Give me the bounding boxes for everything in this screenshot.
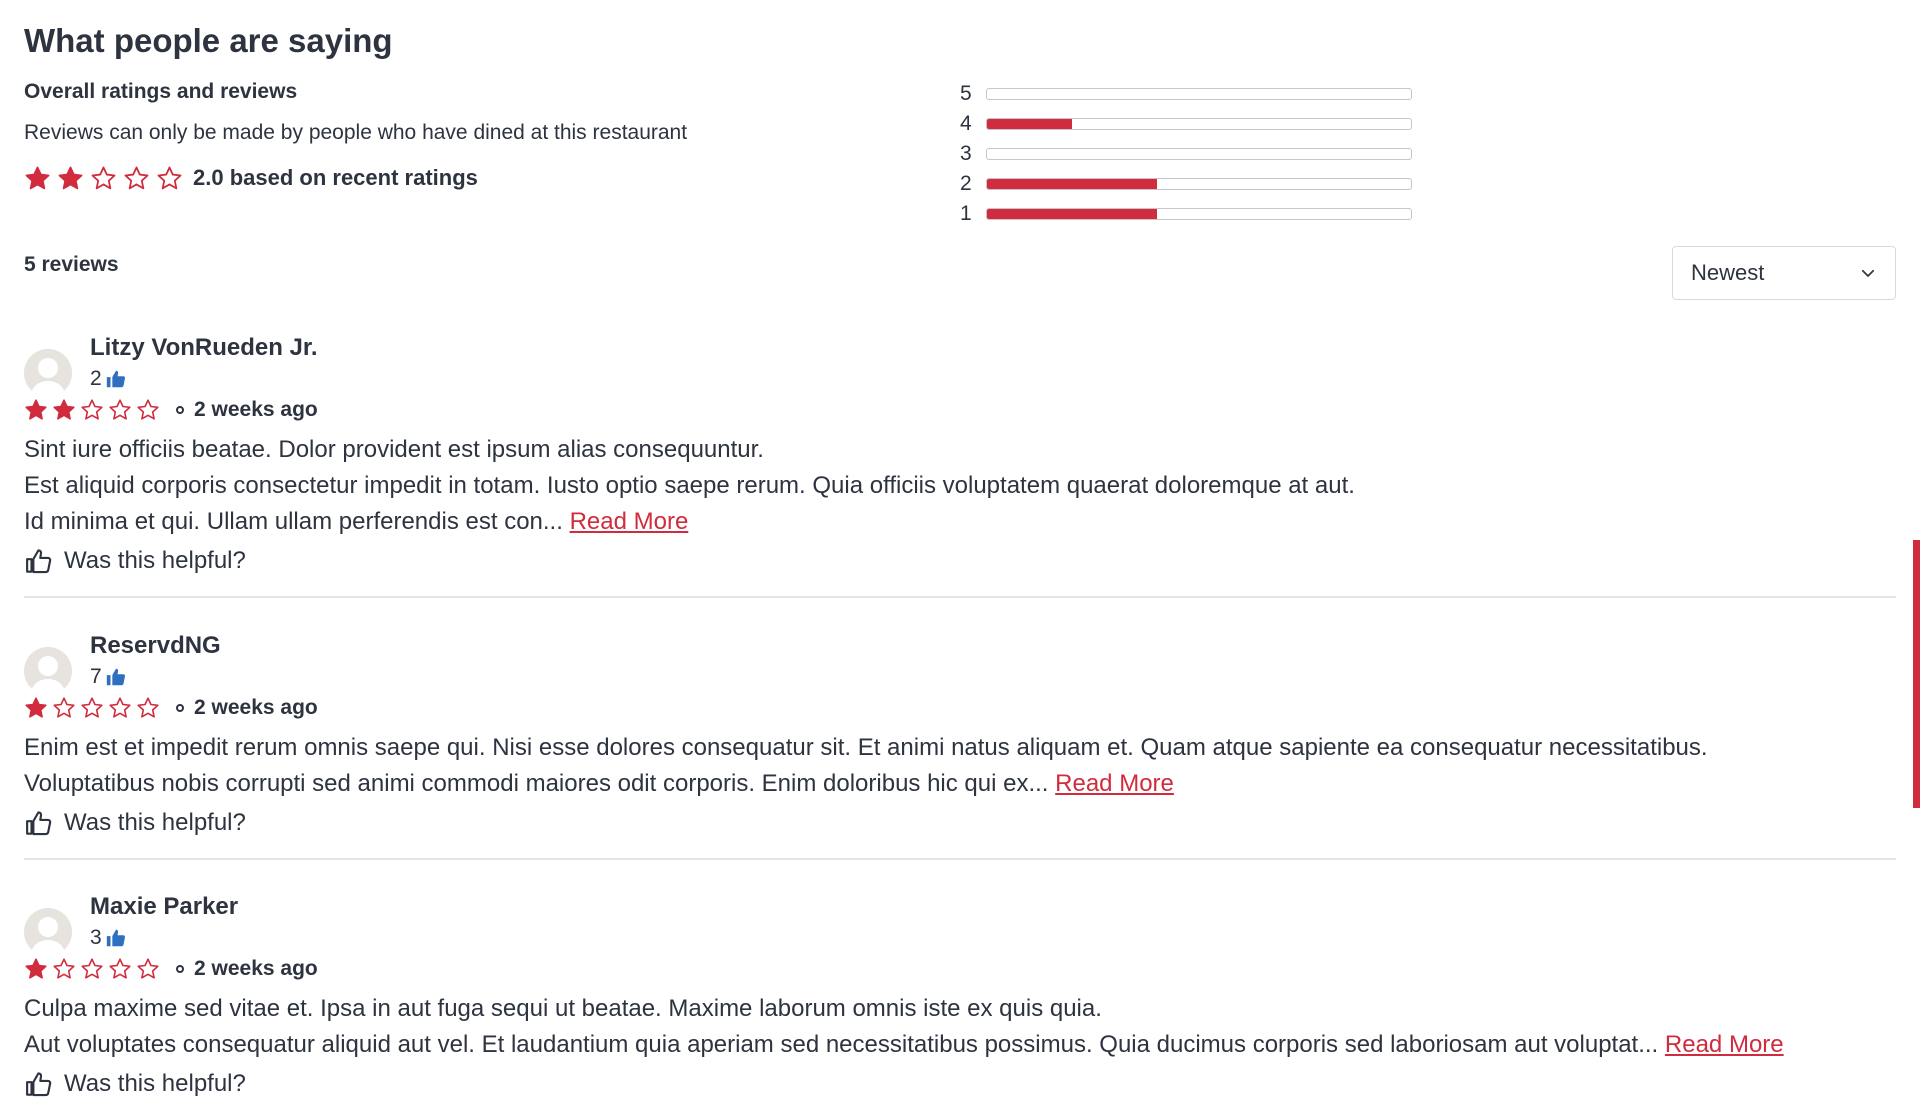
star-filled-icon [24,696,48,720]
reviews-count: 5 reviews [24,253,119,276]
read-more-link[interactable]: Read More [1055,770,1174,797]
overall-rating-summary [24,162,478,194]
distribution-bar-fill [987,209,1157,219]
chevron-down-icon [1859,264,1877,282]
distribution-row[interactable] [960,169,1412,199]
star-empty-icon [136,957,160,981]
review-text-line [24,766,1708,802]
star-empty-icon [52,957,76,981]
helpful-prompt: Was this helpful? [64,547,246,574]
review-text-line [24,504,1355,540]
read-more-link[interactable]: Read More [1664,1031,1784,1058]
helpful-count-value: 3 [90,926,102,949]
helpful-count-value: 2 [90,367,102,390]
reviewer-name[interactable]: Litzy VonRueden Jr. [90,334,318,361]
overall-star-rating [24,165,189,192]
review-date: 2 weeks ago [194,696,318,719]
star-filled-icon [24,165,51,192]
reviewer-name[interactable]: ReservdNG [90,632,221,659]
person-icon [24,908,72,956]
star-filled-icon [24,957,48,981]
distribution-bar [986,148,1412,160]
review-text [24,991,1784,1063]
thumbs-up-outline-icon [24,546,54,576]
star-empty-icon [80,957,104,981]
review-text-line: Culpa maxime sed vitae et. Ipsa in aut fuga sequi ut beatae. Maxime laborum omnis iste ex quis quia. [24,995,1102,1022]
thumbs-up-icon [105,666,127,688]
helpful-prompt: Was this helpful? [64,809,246,836]
helpful-count [90,665,127,689]
review-text-line: Est aliquid corporis consectetur impedit in totam. Iusto optio saepe rerum. Quia officiis voluptatem quaerat doloremque at aut. [24,472,1355,499]
star-filled-icon [24,398,48,422]
review-meta [24,396,318,424]
review-star-rating [24,398,164,422]
star-filled-icon [57,165,84,192]
star-filled-icon [52,398,76,422]
distribution-bar-fill [987,179,1157,189]
distribution-label: 3 [960,142,972,165]
star-empty-icon [52,696,76,720]
dined-note: Reviews can only be made by people who have dined at this restaurant [24,121,688,144]
distribution-bar [986,178,1412,190]
star-empty-icon [136,696,160,720]
review-text-line: Enim est et impedit rerum omnis saepe qui. Nisi esse dolores consequatur sit. Et animi natus aliquam et. Quam atque sapiente ea consequatur necessitatibus. [24,734,1708,761]
separator-dot [176,704,184,712]
star-empty-icon [90,165,117,192]
review-text-line: Sint iure officiis beatae. Dolor provident est ipsum alias consequuntur. [24,436,764,463]
thumbs-up-icon [105,927,127,949]
review-text-fragment: Voluptatibus nobis corrupti sed animi commodi maiores odit corporis. Enim doloribus hic qui ex... [24,770,1049,797]
review-date: 2 weeks ago [194,957,318,980]
star-empty-icon [108,696,132,720]
distribution-label: 4 [960,112,972,135]
star-empty-icon [156,165,183,192]
distribution-bar-fill [987,119,1072,129]
rating-distribution [960,79,1412,229]
section-title: What people are saying [24,22,393,59]
person-icon [24,349,72,397]
distribution-bar [986,88,1412,100]
review-date: 2 weeks ago [194,398,318,421]
review-text-fragment: Id minima et qui. Ullam ullam perferendis est con... [24,508,563,535]
helpful-count-value: 7 [90,665,102,688]
thumbs-up-outline-icon [24,808,54,838]
sort-dropdown[interactable] [1672,246,1896,300]
helpful-button[interactable] [24,808,246,838]
review-text [24,432,1355,540]
avatar [24,349,72,397]
rating-summary-text: 2.0 based on recent ratings [193,165,478,190]
distribution-row[interactable] [960,139,1412,169]
review-star-rating [24,957,164,981]
helpful-count [90,926,127,950]
divider [24,596,1896,598]
divider [24,858,1896,860]
helpful-button[interactable] [24,1069,246,1099]
helpful-button[interactable] [24,546,246,576]
separator-dot [176,965,184,973]
star-empty-icon [136,398,160,422]
distribution-label: 5 [960,82,972,105]
helpful-count [90,367,127,391]
overall-ratings-label: Overall ratings and reviews [24,80,298,103]
distribution-label: 1 [960,202,972,225]
review-star-rating [24,696,164,720]
sort-selected-value: Newest [1691,260,1765,285]
person-icon [24,647,72,695]
reviewer-name[interactable]: Maxie Parker [90,893,239,920]
distribution-row[interactable] [960,199,1412,229]
distribution-row[interactable] [960,79,1412,109]
avatar [24,908,72,956]
review-text-fragment: Aut voluptates consequatur aliquid aut vel. Et laudantium quia aperiam sed necessitatibus possimus. Quia ducimus corporis sed laboriosam aut voluptat... [24,1031,1659,1058]
review-text-line [24,1027,1784,1063]
thumbs-up-icon [105,368,127,390]
star-empty-icon [108,957,132,981]
read-more-link[interactable]: Read More [569,508,689,535]
thumbs-up-outline-icon [24,1069,54,1099]
separator-dot [176,406,184,414]
star-empty-icon [123,165,150,192]
star-empty-icon [80,398,104,422]
review-text [24,730,1708,802]
review-meta [24,694,318,722]
helpful-prompt: Was this helpful? [64,1070,246,1097]
review-meta [24,955,318,983]
distribution-label: 2 [960,172,972,195]
distribution-row[interactable] [960,109,1412,139]
distribution-bar [986,118,1412,130]
star-empty-icon [80,696,104,720]
avatar [24,647,72,695]
scrollbar-thumb[interactable] [1913,540,1920,808]
star-empty-icon [108,398,132,422]
distribution-bar [986,208,1412,220]
